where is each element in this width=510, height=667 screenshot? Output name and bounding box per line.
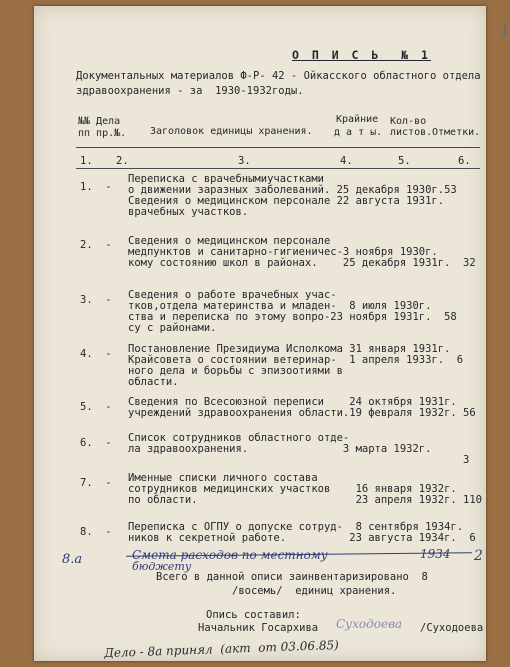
entry-number: 8. - [80, 526, 112, 538]
column-number-3: 3. [238, 155, 251, 167]
signature-handwritten: Суходоева [336, 617, 403, 631]
column-number-4: 4. [340, 155, 353, 167]
entry-line: области. [128, 376, 179, 388]
entry-number: 1. - [80, 181, 112, 193]
entry-number: 7. - [80, 477, 112, 489]
entry-line: о движении заразных заболеваний. 25 декабря 1930г.53 [128, 184, 457, 196]
entry-line: по области. 23 апреля 1932г. 110 [128, 494, 483, 506]
entry-number: 2. - [80, 239, 112, 251]
header-sheets-1: Кол-во [390, 116, 427, 127]
column-number-5: 5. [398, 155, 411, 167]
header-dates-2: д а т ы. [334, 127, 383, 138]
entry-line: Сведения о медицинском персонале [128, 235, 331, 247]
entry-line: су с районами. [128, 322, 217, 334]
header-unit-title: Заголовок единицы хранения. [150, 126, 313, 137]
column-number-2: 2. [116, 155, 129, 167]
entry-line: ного дела и борьбы с эпизоотиями в [128, 365, 343, 377]
entry-number: 5. - [80, 401, 112, 413]
entry-line: Сведения о медицинском персонале 22 августа 1931г. [128, 195, 445, 207]
entry-line: Переписка с ОГПУ о допуске сотруд- 8 сентября 1934г. [128, 521, 464, 533]
total-line-1: Всего в данной описи заинвентаризировано 8 [156, 571, 428, 583]
handwritten-entry-date: 1934 [420, 547, 451, 561]
compiled-by-label: Опись составил: [206, 609, 301, 621]
header-remarks: Отметки. [432, 127, 481, 138]
column-number-1: 1. [80, 155, 93, 167]
entry-line: Именные списки личного состава [128, 472, 318, 484]
signer-position: Начальник Госархива [198, 622, 319, 634]
handwritten-entry-number: 8.а [62, 552, 83, 567]
entry-line: Постановление Президиума Исполкома 31 января 1931г. [128, 343, 451, 355]
entry-line: Переписка с врачебнымиучастками [128, 173, 324, 185]
entry-line: учреждений здравоохранения области.19 февраля 1932г. 56 [128, 407, 476, 419]
total-line-2: /восемь/ единиц хранения. [232, 585, 397, 597]
header-rule-bottom [76, 168, 480, 169]
subtitle-line-1: Документальных материалов Ф-Р- 42 - Ойкасского областного отдела [76, 70, 481, 82]
document-title: О П И С Ь № 1 [292, 48, 431, 62]
entry-line: сотрудников медицинских участков 16 января 1932г. [128, 483, 457, 495]
entry-line: Сведения по Всесоюзной переписи 24 октября 1931г. [128, 396, 457, 408]
header-case-number-2: пп пр.№. [78, 128, 127, 139]
entry-line: Список сотрудников областного отде- [128, 432, 350, 444]
entry-line: ла здравоохранения. 3 марта 1932г. [128, 443, 432, 455]
handwritten-entry-title-cont: бюджету [132, 560, 192, 573]
entry-number: 3. - [80, 294, 112, 306]
folio-number: 1 [500, 20, 510, 39]
header-rule-top [76, 147, 480, 148]
signer-name: /Суходоева [420, 622, 484, 634]
entry-line: врачебных участков. [128, 206, 249, 218]
handwritten-entry-sheets: 2 [474, 548, 483, 564]
entry-line: медпунктов и санитарно-гигиеничес-3 ноября 1930г. [128, 246, 438, 258]
entry-number: 6. - [80, 437, 112, 449]
archive-inventory-page [34, 6, 510, 661]
handwritten-entry-title: Смета расходов по местному [132, 548, 328, 562]
entry-line: Сведения о работе врачебных учас- [128, 289, 337, 301]
header-dates-1: Крайние [336, 114, 379, 125]
acceptance-note: Дело - 8а принял (акт от 03.06.85) [103, 637, 340, 661]
header-sheets-2: листов. [390, 127, 433, 138]
entry-line: 3 [128, 454, 470, 466]
entry-line: ников к секретной работе. 23 августа 1934г. 6 [128, 532, 476, 544]
subtitle-line-2: здравоохранения - за 1930-1932годы. [76, 85, 304, 97]
entry-line: тков,отдела материнства и младен- 8 июля 1930г. [128, 300, 432, 312]
entry-line: ства и переписка по этому вопро-23 ноября 1931г. 58 [128, 311, 457, 323]
column-number-6: 6. [458, 155, 471, 167]
entry-line: Крайсовета о состоянии ветеринар- 1 апреля 1933г. 6 [128, 354, 464, 366]
entry-line: кому состоянию школ в районах. 25 декабря 1931г. 32 [128, 257, 476, 269]
entry-number: 4. - [80, 348, 112, 360]
header-case-number-1: №№ Дела [78, 116, 121, 127]
